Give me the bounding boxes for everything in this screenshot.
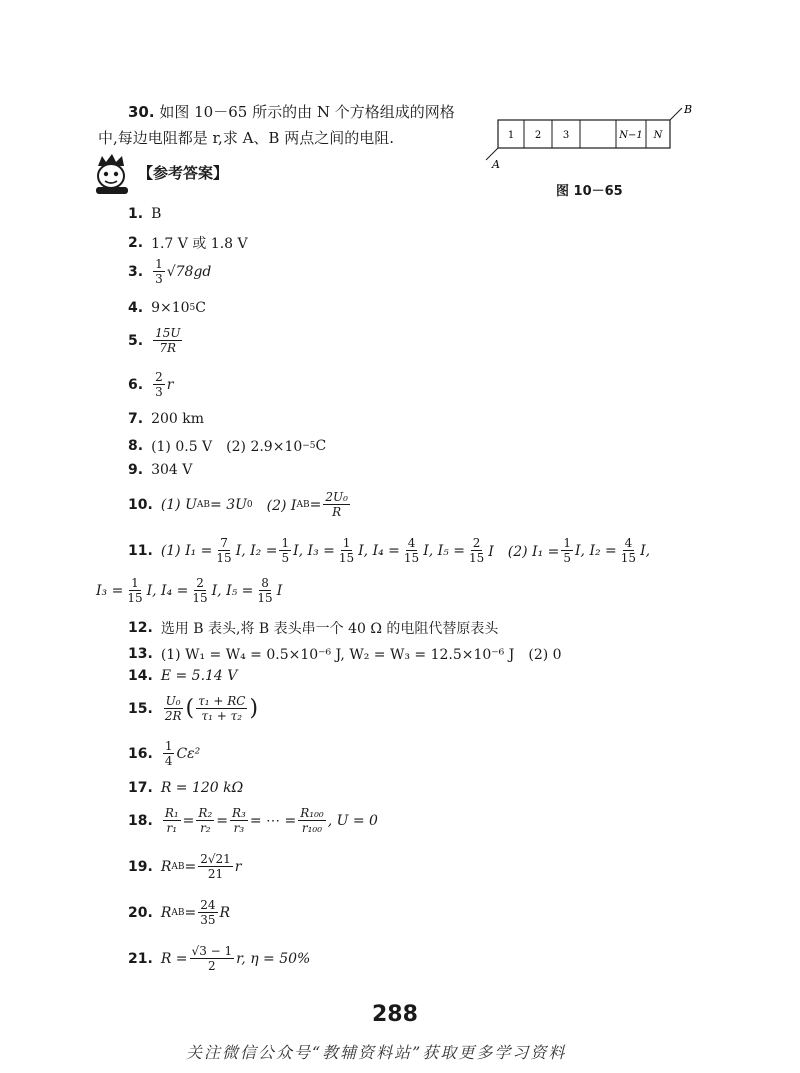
fraction: $\frac{8}{15}$ [257,576,273,605]
figure-caption: 图 10－65 [556,184,623,199]
answer-text: R [160,904,172,921]
answer-text: 200 km [151,411,204,427]
fraction: $\frac{2}{15}$ [192,576,208,605]
answer-number: 6. [128,376,144,393]
answer-number: 11. [128,542,153,559]
answer-text: 1.7 V 或 1.8 V [151,236,248,252]
answer-number: 17. [128,780,153,796]
subscript: AB [171,907,185,918]
answer-item [128,326,184,355]
grid-cell-label: N−1 [619,130,643,141]
answer-number: 12. [128,620,153,636]
fraction: $\frac{4}{15}$ [620,536,637,565]
answer-text: r [234,858,242,875]
answer-item [128,668,237,684]
footer-note: 关注微信公众号“教辅资料站”获取更多学习资料 [186,1043,567,1062]
answer-text: R [219,904,231,921]
answer-item [128,370,173,399]
answer-number: 14. [128,668,153,684]
answer-text: I₃ = [96,582,124,599]
fraction: $\frac{15U}{7R}$ [155,326,181,355]
answer-item [128,618,498,638]
subscript: AB [171,861,185,872]
fraction: $\frac{1}{15}$ [127,576,143,605]
answer-text: I, I₅ = [423,542,465,559]
fraction: $\frac{\text{τ₁ + RC}}{\text{τ₁ + τ₂}}$ [198,694,246,723]
fraction: $\frac{1}{5}$ [281,536,290,565]
fraction: $\frac{\text{U₀}}{2R}$ [164,694,182,723]
answer-text: = [184,858,197,875]
answer-text: R = [160,950,188,967]
answer-text: 9×10 [151,300,190,316]
exponent: 5 [189,303,196,313]
grid-cell-label: 3 [562,130,570,141]
label-a: A [492,158,500,170]
question-line-2: 中,每边电阻都是 r,求 A、B 两点之间的电阻. [98,129,394,147]
fraction: $\frac{1}{15}$ [338,536,355,565]
answer-item [128,233,248,253]
answer-number: 1. [128,206,144,222]
fraction: $\frac{√3 - 1}{2}$ [191,944,233,973]
exponent: −5 [302,441,316,451]
answer-item [128,411,204,427]
answer-text: E = 5.14 V [160,668,238,684]
answer-item [128,436,326,456]
fraction: $\frac{4}{15}$ [403,536,420,565]
answer-number: 20. [128,904,153,921]
answer-text: (1) W₁ = W₄ = 0.5×10⁻⁶ J, W₂ = W₃ = 12.5×10⁻⁶ J (2) 0 [160,647,562,663]
answer-text: = ⋯ = [249,812,297,829]
answer-text: I, I₄ = [358,542,400,559]
answer-text: = [309,496,322,513]
paren-open: ( [185,695,195,721]
answer-title: 【参考答案】 [138,164,229,182]
mascot-icon [90,152,134,196]
answer-item [128,644,562,664]
answer-item [128,257,211,286]
answer-text: I, I₅ = [211,582,254,599]
answer-number: 19. [128,858,153,875]
fraction: $\frac{\text{R₂}}{\text{r₂}}$ [198,806,213,835]
answer-item [128,806,378,835]
answer-item [128,780,243,796]
fraction: $\frac{\text{R₁₀₀}}{\text{r₁₀₀}}$ [300,806,324,835]
answer-number: 9. [128,462,144,478]
answer-text: R [160,858,172,875]
answer-text: √78gd [166,263,212,280]
answer-text: I, I₄ = [146,582,189,599]
answer-text: (1) I₁ = [160,542,213,559]
answer-item [128,300,206,316]
answer-number: 10. [128,496,153,513]
answer-number: 8. [128,438,144,454]
answer-text: (1) 0.5 V (2) 2.9×10 [151,439,303,455]
fraction: $\frac{2√21}{21}$ [200,852,231,881]
answer-item [128,944,310,973]
answer-text: I, [640,542,651,559]
fraction: $\frac{2}{3}$ [155,370,163,399]
fraction: $\frac{2}{15}$ [468,536,485,565]
answer-item [128,462,192,478]
subscript: AB [296,499,310,510]
answer-item [128,490,352,519]
answer-number: 18. [128,812,153,829]
equals-sign: = [182,812,195,829]
fraction: $\frac{\text{2U₀}}{R}$ [325,490,348,519]
answer-number: 7. [128,411,144,427]
fraction: $\frac{24}{35}$ [200,898,216,927]
question-text-1: 如图 10－65 所示的由 N 个方格组成的网格 [159,103,455,121]
answer-number: 5. [128,332,144,349]
answer-unit: C [315,438,327,454]
answer-item [128,694,258,723]
answer-text: I [276,582,283,599]
paren-close: ) [249,695,259,721]
answer-item [128,536,650,565]
answer-number: 16. [128,745,153,762]
fraction: $\frac{1}{3}$ [155,257,163,286]
answer-text: I, I₃ = [293,542,335,559]
answer-text: , U = 0 [327,812,378,829]
answer-text: = 3U [210,496,247,513]
grid-cell-label: 1 [507,130,515,141]
answer-item [128,852,241,881]
terminal-b-line [670,108,682,120]
grid-figure [478,100,708,170]
answer-text: r [166,376,174,393]
answer-text: I (2) I₁ = [488,543,560,560]
grid-cell-label: N [653,130,663,141]
answer-item [128,206,161,222]
answer-continuation [96,576,282,605]
subscript: AB [196,499,211,510]
answer-text: I, I₂ = [575,542,617,559]
fraction: $\frac{\text{R₁}}{\text{r₁}}$ [164,806,179,835]
answer-text: = [184,904,197,921]
answer-text: r, η = 50% [236,950,311,967]
answer-text: (1) U [160,496,197,513]
answer-unit: C [195,300,206,316]
page-number: 288 [372,1002,418,1027]
fraction: $\frac{\text{R₃}}{\text{r₃}}$ [232,806,246,835]
answer-text: 选用 B 表头,将 B 表头串一个 40 Ω 的电阻代替原表头 [160,621,499,637]
answer-number: 2. [128,235,144,251]
answer-text: I, I₂ = [235,542,278,559]
answer-item [128,898,230,927]
answer-number: 13. [128,646,153,662]
answer-number: 3. [128,263,144,280]
answer-number: 15. [128,700,153,717]
fraction: $\frac{1}{5}$ [563,536,572,565]
answer-header [90,150,290,200]
question-line-1 [128,98,455,126]
label-b: B [684,103,693,116]
fraction: $\frac{1}{4}$ [164,739,173,768]
question-number: 30. [128,103,155,121]
answer-number: 4. [128,300,144,316]
grid-cell-label: 2 [534,130,542,141]
equals-sign: = [216,812,228,829]
answer-text: 304 V [151,462,193,478]
answer-text: R = 120 kΩ [160,780,244,796]
answer-text: (2) I [252,497,297,514]
answer-text: Cε² [176,745,201,762]
answer-text: B [151,206,162,222]
answer-item [128,739,200,768]
fraction: $\frac{7}{15}$ [216,536,232,565]
answer-number: 21. [128,950,153,967]
subscript: 0 [246,499,253,510]
